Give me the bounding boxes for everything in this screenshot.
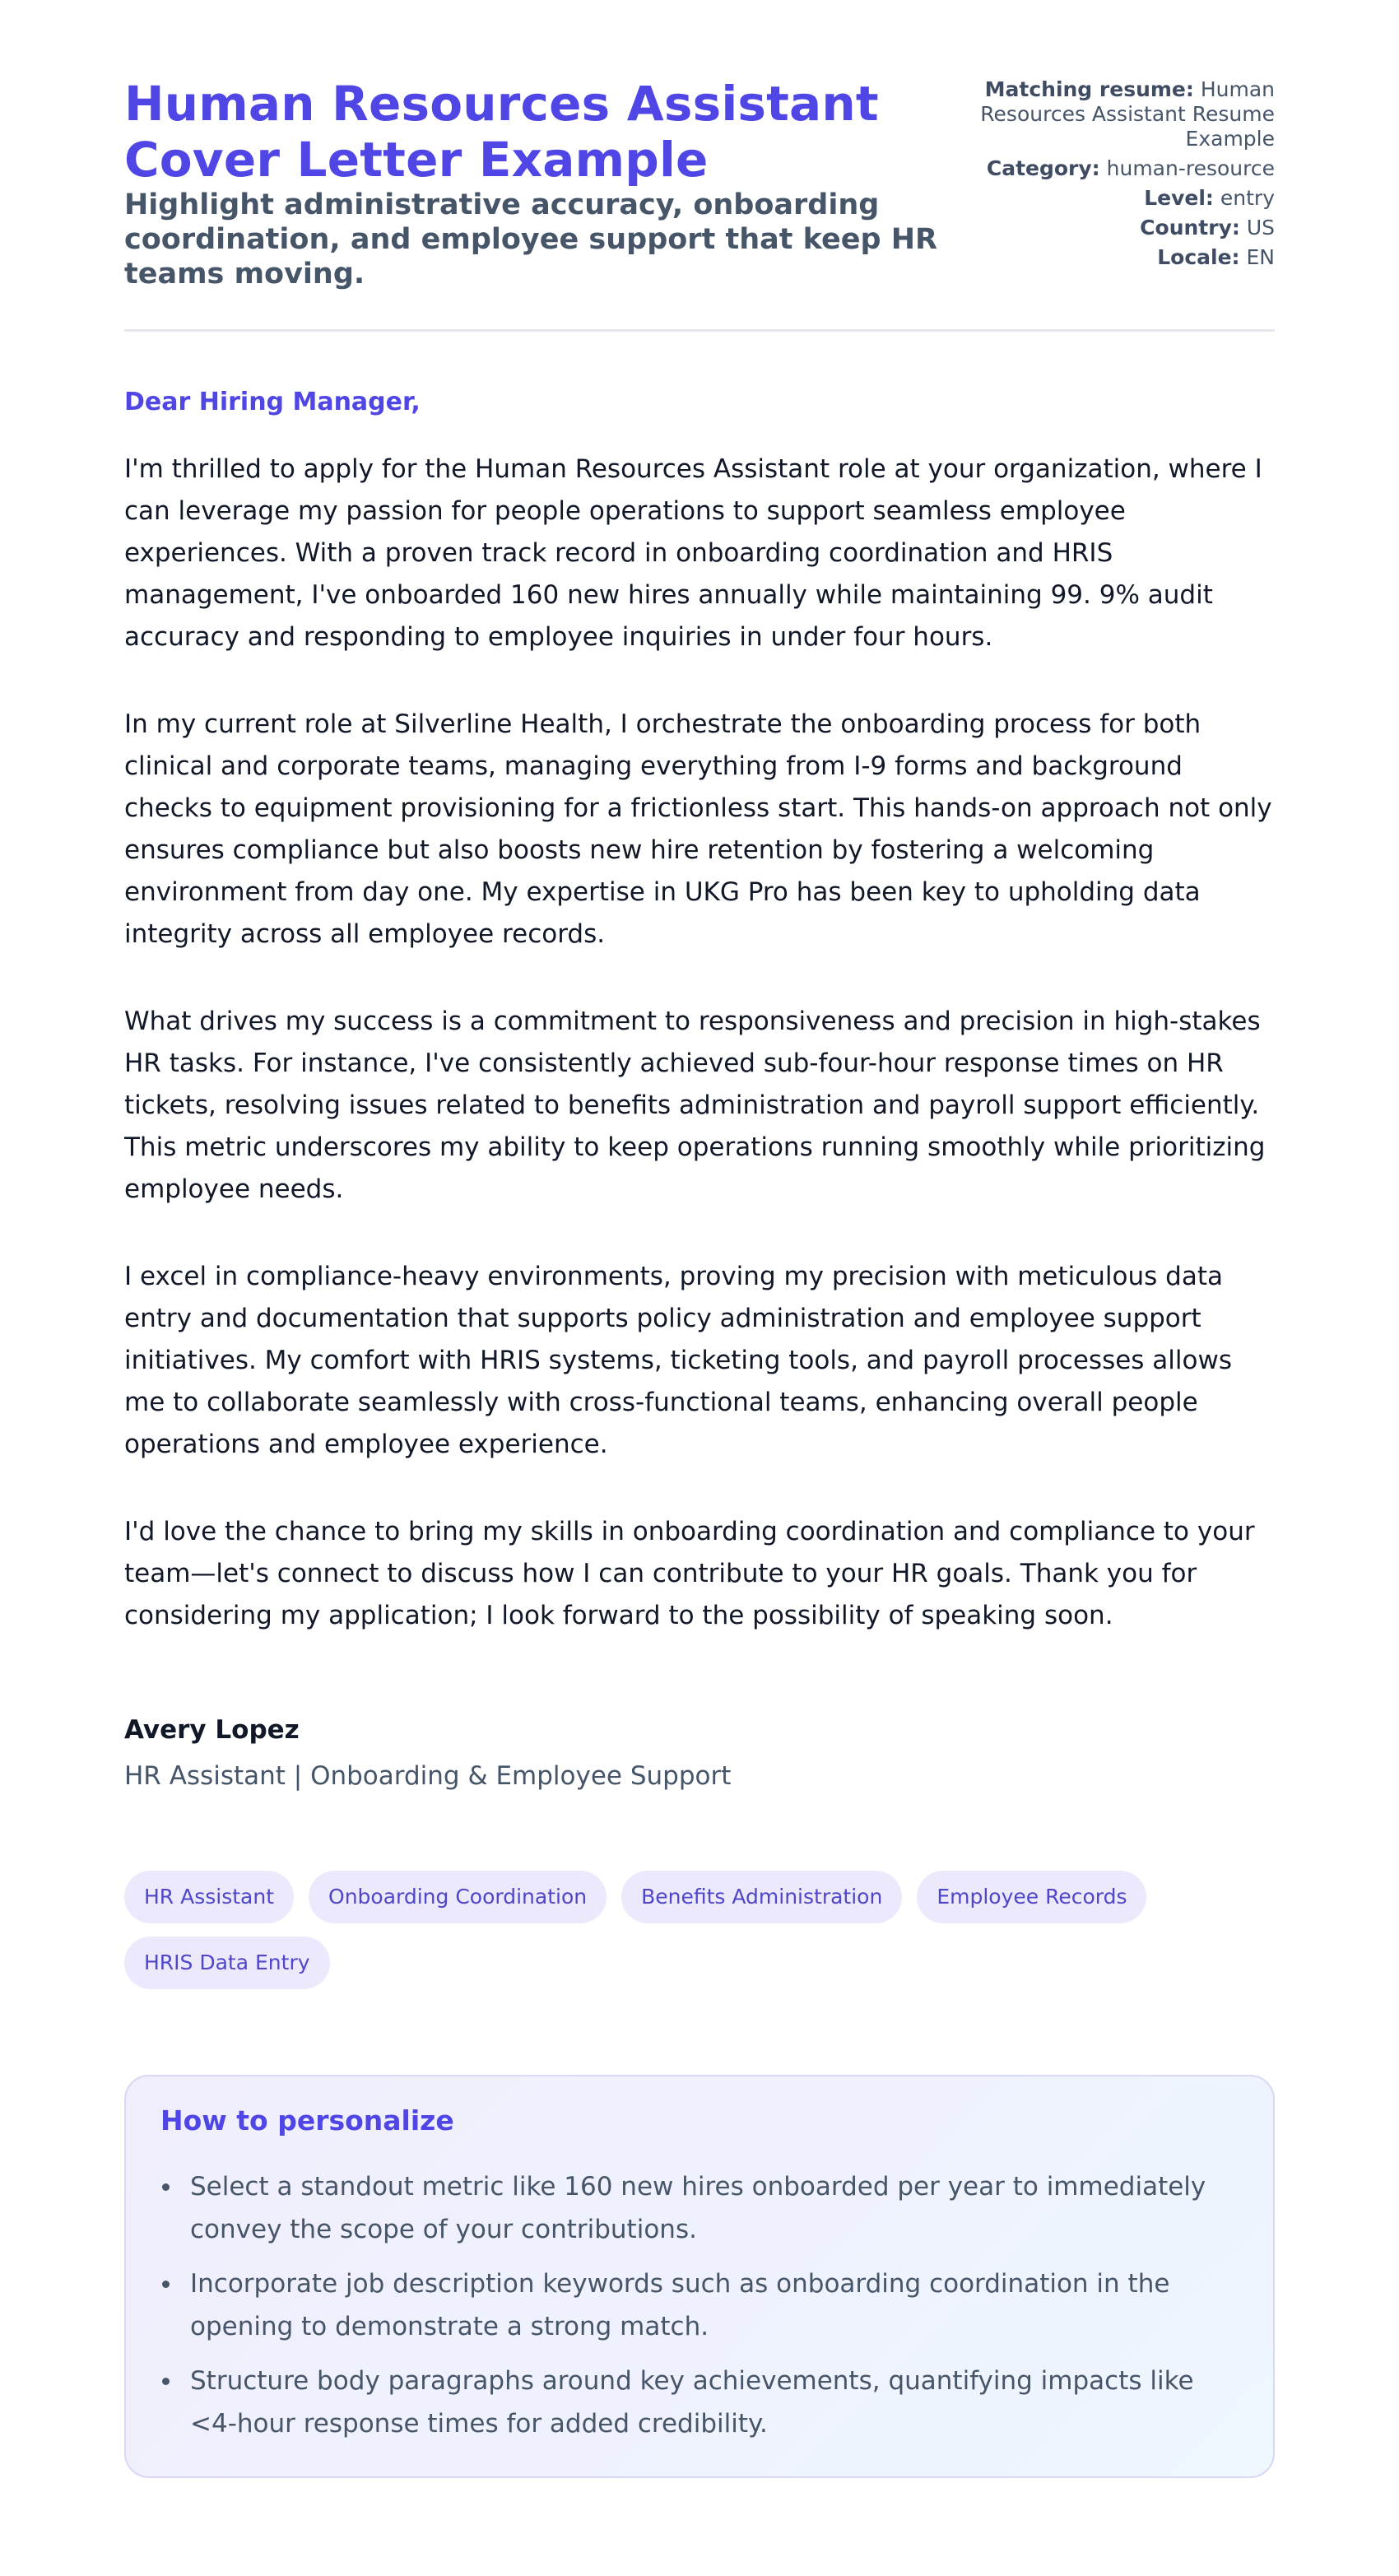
meta-level xyxy=(978,186,1275,211)
signature-block xyxy=(124,1713,1275,1793)
tips-list xyxy=(160,2165,1240,2445)
header-titles xyxy=(124,76,947,291)
personalize-tips-card xyxy=(124,2075,1275,2478)
tip-item xyxy=(190,2165,1240,2251)
meta-locale-value: EN xyxy=(1246,245,1275,269)
page-subtitle: Highlight administrative accuracy, onboarding coordination, and employee support that keep HR teams moving. xyxy=(124,188,937,291)
page-header xyxy=(124,76,1275,291)
tag-chip-benefits-administration[interactable]: Benefits Administration xyxy=(621,1871,902,1923)
header-divider xyxy=(124,329,1275,332)
letter-paragraph: What drives my success is a commitment to responsiveness and precision in high-stakes HR tasks. For instance, I've consistently achieved sub-four-hour response times on HR tickets, resolving issues related to benefits administration and payroll support efficiently. This metric underscores my ability to keep operations running smoothly while prioritizing employee needs. xyxy=(124,1007,1266,1204)
meta-locale xyxy=(978,245,1275,270)
signature-title: HR Assistant | Onboarding & Employee Support xyxy=(124,1761,732,1791)
metadata-panel xyxy=(978,76,1275,275)
letter-body xyxy=(124,386,1275,1637)
meta-country xyxy=(978,216,1275,240)
letter-paragraph: In my current role at Silverline Health, I orchestrate the onboarding process for both clinical and corporate teams, managing everything from I-9 forms and background checks to equipment provisioning for a frictionless start. This hands-on approach not only ensures compliance but also boosts new hire retention by fostering a welcoming environment from day one. My expertise in UKG Pro has been key to upholding data integrity across all employee records. xyxy=(124,709,1272,949)
bullet-icon xyxy=(162,2281,170,2288)
bullet-icon xyxy=(162,2183,170,2191)
tips-heading: How to personalize xyxy=(160,2104,454,2137)
letter-paragraph: I excel in compliance-heavy environments, proving my precision with meticulous data entry and documentation that supports policy administration and employee support initiatives. My comfort with HRIS systems, ticketing tools, and payroll processes allows me to collaborate seamlessly with cross-functional teams, enhancing overall people operations and employee experience. xyxy=(124,1262,1232,1459)
salutation: Dear Hiring Manager, xyxy=(124,388,421,416)
bullet-icon xyxy=(162,2378,170,2385)
letter-paragraph: I'm thrilled to apply for the Human Resources Assistant role at your organization, where I can leverage my passion for people operations to support seamless employee experiences. With a proven track record in onboarding coordination and HRIS management, I've onboarded 160 new hires annually while maintaining 99. 9% audit accuracy and responding to employee inquiries in under four hours. xyxy=(124,454,1262,652)
meta-level-value: entry xyxy=(1220,186,1275,210)
letter-paragraph: I'd love the chance to bring my skills in onboarding coordination and compliance to your team—let's connect to discuss how I can contribute to your HR goals. Thank you for considering my application; I look forward to the possibility of speaking soon. xyxy=(124,1517,1255,1630)
meta-country-label: Country: xyxy=(1140,216,1240,239)
meta-country-value: US xyxy=(1246,216,1275,239)
tip-item xyxy=(190,2262,1240,2348)
meta-locale-label: Locale: xyxy=(1157,245,1240,269)
tip-item xyxy=(190,2360,1240,2445)
meta-category xyxy=(978,156,1275,181)
signature-name: Avery Lopez xyxy=(124,1715,300,1745)
tag-chip-employee-records[interactable]: Employee Records xyxy=(917,1871,1146,1923)
tip-text: Structure body paragraphs around key achievements, quantifying impacts like <4-hour response times for added credibility. xyxy=(190,2366,1194,2439)
skill-tags xyxy=(124,1871,1153,1989)
meta-matching-resume xyxy=(978,77,1275,151)
meta-category-value: human-resource xyxy=(1106,156,1275,180)
cover-letter-page xyxy=(124,0,1275,2552)
tag-chip-hris-data-entry[interactable]: HRIS Data Entry xyxy=(124,1937,330,1989)
tip-text: Incorporate job description keywords such as onboarding coordination in the opening to demonstrate a strong match. xyxy=(190,2269,1170,2341)
meta-matching-resume-label: Matching resume: xyxy=(984,77,1194,101)
meta-matching-resume-value: Human Resources Assistant Resume Example xyxy=(980,77,1275,151)
page-title: Human Resources Assistant Cover Letter Example xyxy=(124,76,879,188)
meta-level-label: Level: xyxy=(1144,186,1214,210)
meta-category-label: Category: xyxy=(986,156,1100,180)
tip-text: Select a standout metric like 160 new hires onboarded per year to immediately convey the scope of your contributions. xyxy=(190,2172,1206,2244)
tag-chip-onboarding-coordination[interactable]: Onboarding Coordination xyxy=(309,1871,607,1923)
tag-chip-hr-assistant[interactable]: HR Assistant xyxy=(124,1871,294,1923)
